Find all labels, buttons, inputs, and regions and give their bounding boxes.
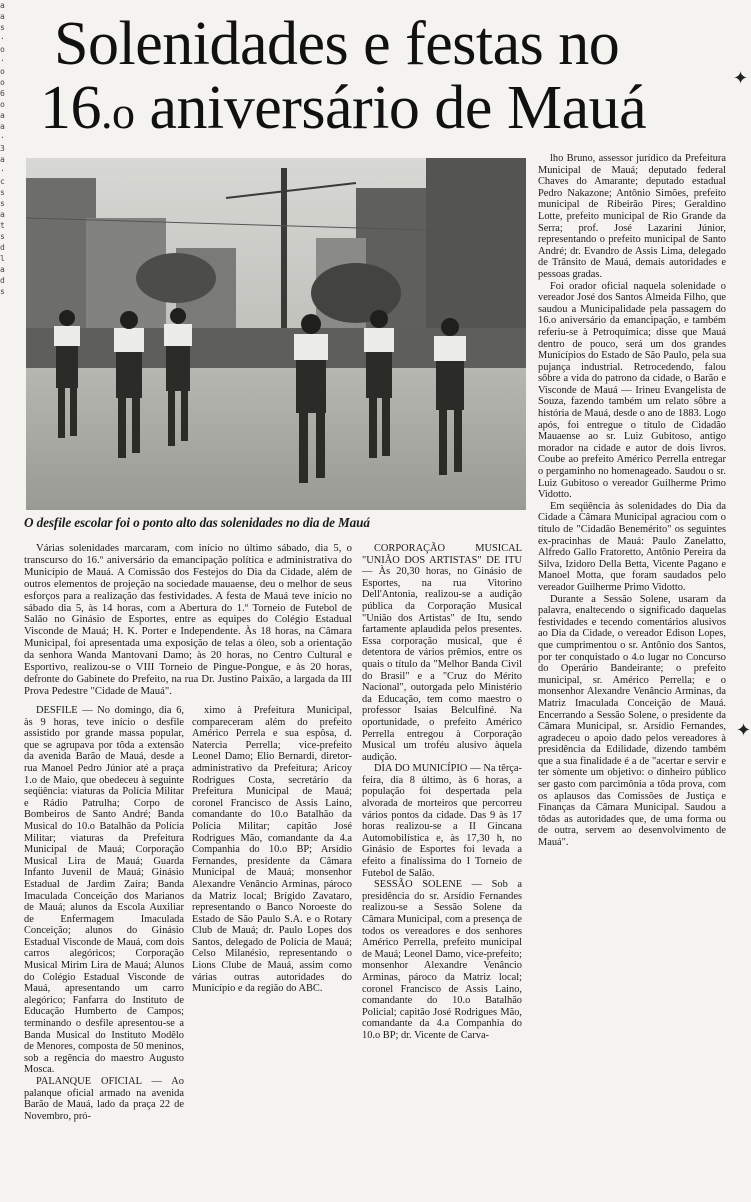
edge-char: a: [0, 1, 5, 10]
edge-char: s: [0, 232, 5, 241]
parade-photo: [26, 158, 526, 510]
edge-char: 6: [0, 89, 5, 98]
edge-char: s: [0, 199, 5, 208]
edge-char: s: [0, 287, 5, 296]
paragraph-dia-municipio: DIA DO MUNICÍPIO — Na têrça-feira, dia 8 último, às 6 horas, a população foi despertada pela alvorada de morteiros que percorreu vários pontos da cidade. Das 9 às 17 horas realizou-se a II Gincana Automobilística e, às 17,30 h, no Ginásio de Esportes foi levada a efeito a finalíssima do I Torneio de Futebol de Salão.: [362, 763, 522, 879]
paragraph-sessao-solene: SESSÃO SOLENE — Sob a presidência do sr. Arsídio Fernandes realizou-se a Sessão Solene da Câmara Municipal, com a presença de todos os vereadores e dos senhores Américo Perrella, prefeito municipal de Mauá; Leonel Damo, vice-prefeito; monsenhor Alexandre Venâncio Arminas, pároco da Matriz local; coronel Francisco de Assis Laino, comandante do 10.o Batalhão Policial; capitão José Rodrigues Mão, comandante da 4.a Companhia do 10.o BP; dr. Vicente de Carva-: [362, 879, 522, 1041]
edge-char: a: [0, 111, 5, 120]
edge-char: o: [0, 78, 5, 87]
paragraph-corporacao: CORPORAÇÃO MUSICAL "UNIÃO DOS ARTISTAS" DE ITU — Às 20,30 horas, no Ginásio de Esportes, na rua Vitorino Dell'Antonia, realizou-se a audição pública da Corporação Musical "União dos Artistas" de Itu, sendo fartamente aplaudida pelos presentes. Essa corporação musical, que é detentora de vários prêmios, entre os quais o título da "Melhor Banda Civil do Brasil" e a "Cruz do Mérito Nacional", outorgada pelo Ministério da Educação, tem como maestro o professor Isaias Belculfiné. Na oportunidade, o prefeito Américo Perrella entregou à Corporação Musical um troféu alusivo àquela audição.: [362, 543, 522, 763]
edge-char: a: [0, 122, 5, 131]
parade-photo-graphic: [26, 158, 526, 510]
edge-char: ·: [0, 166, 5, 175]
edge-char: d: [0, 276, 5, 285]
headline-line-1: Solenidades e festas no: [54, 10, 620, 78]
column-3: [362, 543, 522, 1202]
edge-char: a: [0, 265, 5, 274]
edge-char: l: [0, 254, 5, 263]
edge-char: d: [0, 243, 5, 252]
column-2: [192, 705, 352, 1202]
headline-line-2: [40, 76, 730, 145]
adjacent-column-edge: [0, 0, 14, 1202]
paragraph-convidados: lho Bruno, assessor jurídico da Prefeitura Municipal de Mauá; deputado federal Chaves do Amarante; deputado estadual Pedro Nakazone; Antônio Simões, prefeito municipal de Ribeirão Pires; Geraldino Lotte, prefeito municipal de Rio Grande da Serra; prof. José Lazarini Júnior, representando o prefeito municipal de Santo André; dr. Evandro de Assis Lima, delegado de Trânsito de Mauá, demais autoridades e pessoas gradas.: [538, 153, 726, 280]
headline-ordinal: .o: [101, 87, 135, 138]
edge-char: 3: [0, 144, 5, 153]
edge-char: ·: [0, 133, 5, 142]
lead-paragraph: [24, 543, 352, 695]
lead-text: Várias solenidades marcaram, com início no último sábado, dia 5, o transcurso do 16.º aniversário da emancipação política e administrativa do Município de Mauá. A Comissão dos Festejos do Dia da Cidade, além de outros elementos de projeção na sociedade mauaense, deu o melhor de seus esforços para a realização das festividades. A festa de Mauá teve início no sábado dia 5, às 14 horas, com a Abertura do 1.º Torneio de Futebol de Salão no Ginásio de Esportes, entre as equipes do Colégio Estadual Visconde de Mauá; H. K. Porter e Independente. Às 18 horas, na Câmara Municipal, foi apresentada uma exposição de telas a óleo, sob a orientação da senhora Wanda Mantovani Damo; às 20 horas, no Centro Cultural e Esportivo, realizou-se o VIII Torneio de Pingue-Pongue, e às 20 horas, defronte do Gabinete do Prefeito, na rua Dr. Justino Paixão, a largada da III Prova Pedestre "Cidade de Mauá".: [24, 542, 352, 697]
edge-char: o: [0, 100, 5, 109]
edge-char: a: [0, 12, 5, 21]
headline-rest: aniversário de Mauá: [134, 74, 647, 142]
paragraph-palanque: PALANQUE OFICIAL — Ao palanque oficial armado na avenida Barão de Mauá, lado da praça 22 de Novembro, pró-: [24, 1076, 184, 1122]
edge-char: o: [0, 67, 5, 76]
headline-number: 16: [40, 74, 101, 142]
photo-caption: O desfile escolar foi o ponto alto das solenidades no dia de Mauá: [24, 515, 370, 530]
edge-char: a: [0, 210, 5, 219]
edge-char: ·: [0, 56, 5, 65]
headline: [40, 12, 730, 145]
edge-char: c: [0, 177, 5, 186]
edge-char: t: [0, 221, 5, 230]
column-1: [24, 705, 184, 1202]
edge-char: o: [0, 45, 5, 54]
paragraph-orador: Foi orador oficial naquela solenidade o vereador José dos Santos Almeida Filho, que saudou a Municipalidade pela passagem do 16.o aniversário da emancipação, e também referiu-se à Petroquímica; disse que Mauá dentro de pouco, será um dos grandes Municípios do Estado de São Paulo, pela sua pujança industrial. Retrocedendo, falou sôbre a vida do patrono da cidade, o Barão e Visconde de Mauá — Irineu Evangelista de Souza, fazendo também um relato sôbre a história de Mauá, desde o ano de 1883. Logo após, foi entregue o título de Cidadão Mauaense ao sr. Luiz Gubitoso, antigo morador na cidade e autor de dois livros. Coube ao prefeito Américo Perrella entregar o pergaminho no homenageado. Saudou o sr. Luiz Gubitoso o vereador Guilherme Primo Vidotto.: [538, 280, 726, 501]
edge-char: s: [0, 188, 5, 197]
edge-char: s: [0, 23, 5, 32]
paragraph-beneméritos: Em seqüência às solenidades do Dia da Cidade a Câmara Municipal agraciou com o título de "Cidadão Benemérito" os seguintes ex-pracinhas de Mauá: Paulo Zanelatto, Alfredo Gallo Fratoretto, Antônio Pereira da Silva, Izidoro Della Betta, Vicente Pagano e Manoel Motta, que foram saudados pelo vereador Guilherme Primo Vidotto.: [538, 500, 726, 593]
paragraph-desfile: DESFILE — No domingo, dia 6, às 9 horas, teve início o desfile assistido por grande massa popular, que se agrupava por tôda a extensão da avenida Barão de Mauá, desde a rua Manoel Pedro Júnior até a praça 1.o de Maio, que obedeceu à seguinte seqüência: viaturas da Polícia Militar e Rádio Patrulha; Corpo de Bombeiros de Santo André; Banda Musical do 10.o Batalhão da Polícia Militar; viaturas da Prefeitura Municipal de Mauá; Corporação Musical Lira de Mauá; Guarda Infanto Juvenil de Mauá; Ginásio Estadual de Jardim Zaíra; Banda Imaculada Conceição dos Marianos de Mauá; alunos da Escola Auxiliar de Enfermagem Imaculada Conceição; alunos do Ginásio Estadual Visconde de Mauá, com dois carros alegóricos; Corporação Musical Mirim Lira de Mauá; Alunos do Colégio Estadual Visconde de Mauá, apresentando um carro alegórico; Fanfarra do Instituto de Educação Humberto de Campos; terminando o desfile apresentou-se a Banda Musical do Instituto Modêlo de Menores, composta de 50 meninos, sob a regência do maestro Augusto Mosca.: [24, 705, 184, 1076]
print-mark-icon: ✦: [733, 68, 749, 88]
edge-char: a: [0, 155, 5, 164]
print-mark-icon-2: ✦: [736, 720, 751, 740]
edge-char: ·: [0, 34, 5, 43]
paragraph-encerramento: Durante a Sessão Solene, usaram da palavra, enaltecendo o significado daquelas festividades e tecendo comentários alusivos ao Dia da Cidade, o vereador Edison Lopes, que cumprimentou o sr. Antônio dos Santos, por ter conquistado o 4.o lugar no Concurso do Operário Bandeirante; o prefeito municipal, sr. Américo Perrella; e o monsenhor Alexandre Venâncio Arminas, da Matriz Imaculada Conceição de Mauá. Encerrando a Sessão Solene, o presidente da Câmara Municipal, sr. Arsídio Fernandes, agradeceu o apoio dado pelos vereadores à presidência da Edilidade, dizendo também que a sua finalidade é a de "acertar e servir e ter sòmente um objetivo: o dinheiro público ser gasto com parcimônia a tôda prova, com os aplausos das Comissões de Justiça e Finanças da Câmara Municipal. Saudou a tôdas as autoridades que, de uma forma ou de outra, servem ao desenvolvimento de Mauá".: [538, 593, 726, 849]
paragraph-autoridades: ximo à Prefeitura Municipal, compareceram além do prefeito Américo Perrela e sua espôsa, d. Natercia Perrella; vice-prefeito Leonel Damo; Elio Bernardi, diretor-administrativo da Prefeitura; Aricoy Rodrigues Costa, secretário da Prefeitura Municipal de Mauá; coronel Francisco de Assis Laino, comandante do 10.o Batalhão da Polícia Militar; capitão José Rodrigues Mão, comandante da 4.a Companhia do 10.o BP; Arsídio Fernandes, presidente da Câmara Municipal de Mauá; monsenhor Alexandre Venâncio Arminas, pároco da Matriz local; Brígido Zavataro, representando o Banco Noroeste do Estado de São Paulo S.A. e o Rotary Club de Mauá; dr. Paulo Lopes dos Santos, delegado de Polícia de Mauá; Celso Milanésio, representando o Lions Clube de Mauá, assim como várias outras autoridades do Município e da região do ABC.: [192, 705, 352, 995]
column-4: [538, 153, 726, 1202]
